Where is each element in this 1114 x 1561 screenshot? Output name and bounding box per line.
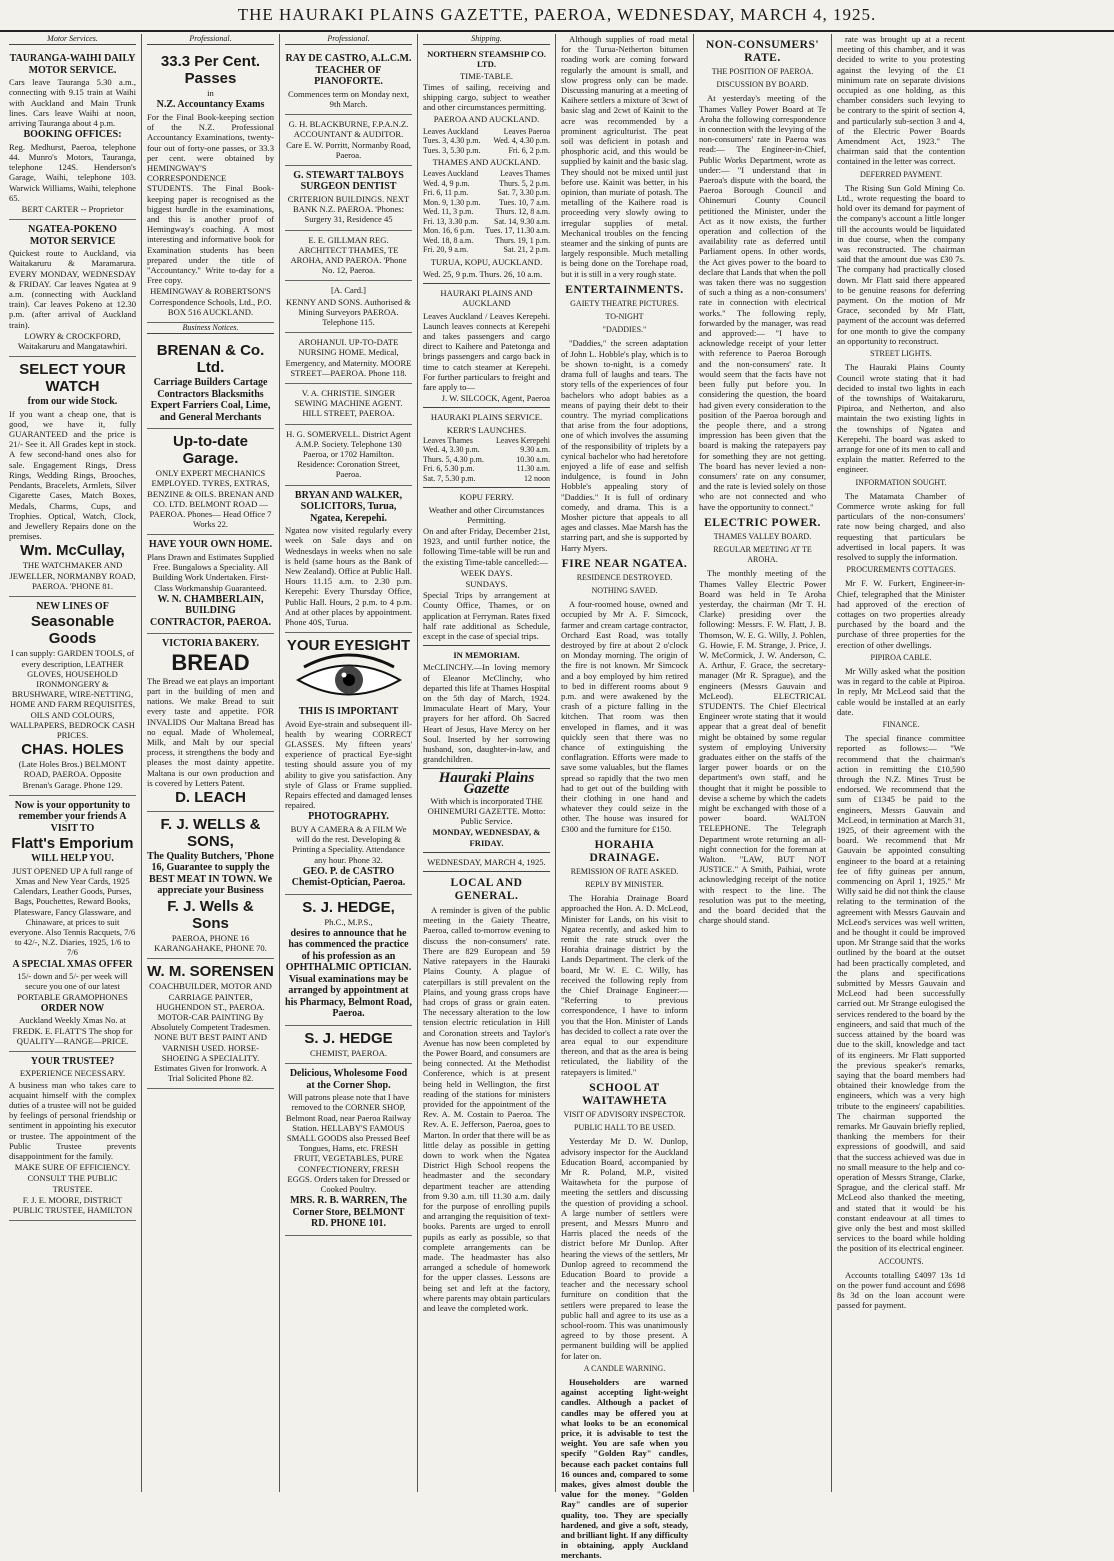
- timetable-cell: Leaves Thames: [500, 169, 550, 179]
- ad-ngatea-motor: NGATEA-POKENO MOTOR SERVICE Quickest route to Auckland, via Waitakaruru & Maramarura. EVERY MONDAY, WEDNESDAY & FRIDAY. Car leaves Ngatea at 9 a.m. (connecting with Auckland train). Car leaves Pokeno at 12.30 p.m. (after arrival of Auckland train). LOWRY & CROCKFORD, Waitakaruru and Mangatawhiri.: [9, 220, 136, 357]
- article-school-waitawheta: SCHOOL AT WAITAWHETA VISIT OF ADVISORY INSPECTOR. PUBLIC HALL TO BE USED. Yesterday Mr D. W. Dunlop, advisory inspector for the Auckland Education Board, accompanied by Mr R. Poland, M.P., visited Waitawheta for the purpose of meeting the settlers and discussing the question of providing a school. A large number of settlers were present, and Messrs Munro and Harris placed the needs of the district before Mr Dunlop. After hearing the views of the settlers, Mr Dunlop agreed to recommend the Education Board to provide a teacher and the necessary school furniture on condition that the settlers were prepared to lease the public hall and agree to its use as a school-room. This was unanimously agreed to by those present. A permanent building will be applied for later on.: [561, 1081, 688, 1361]
- timetable-cell: Fri. 20, 9 a.m.: [423, 245, 469, 255]
- ad-hedge-chemist: S. J. HEDGE CHEMIST, PAEROA.: [285, 1026, 412, 1064]
- ad-garage: Up-to-date Garage. ONLY EXPERT MECHANICS EMPLOYED. TYRES, EXTRAS, BENZINE & OILS. BRENAN AND CO. LTD. BELMONT ROAD — PAEROA. Phones— Head Office 7 Works 22.: [147, 429, 274, 535]
- ad-somervell: H. G. SOMERVELL. District Agent A.M.P. Society. Telephone 130 Paeroa, or 1702 Hamilton. Residence: Coronation Street, Paeroa.: [285, 425, 412, 486]
- timetable-row: [423, 198, 550, 208]
- timetable-cell: Tues. 10, 7 a.m.: [498, 197, 550, 207]
- eye-illustration-icon: [294, 657, 404, 703]
- section-heading: Business Notices.: [147, 323, 274, 334]
- timetable-cell: Wed. 4, 3.30 p.m.: [423, 445, 480, 455]
- timetable-cell: Sat. 7, 5.30 p.m.: [423, 473, 476, 483]
- timetable-cell: Wed. 4, 4.30 p.m.: [493, 136, 550, 146]
- ad-corner-shop: Delicious, Wholesome Food at the Corner Shop. Will patrons please note that I have removed to the CORNER SHOP, Belmont Road, near Paeroa Railway Station. HELLABY'S FAMOUS SMALL GOODS also Pressed Beef Tongues, Hams, etc. FRESH FRUIT, VEGETABLES, PURE CONFECTIONERY, FRESH EGGS. Orders taken for Dressed or Cooked Poultry. MRS. R. B. WARREN, The Corner Store, BELMONT RD. PHONE 101.: [285, 1064, 412, 1236]
- timetable-cell: Tues. 17, 11.30 a.m.: [485, 226, 550, 236]
- timetable-cell: Fri. 6, 11 p.m.: [423, 188, 469, 198]
- column-3: [280, 34, 418, 1492]
- timetable-cell: Leaves Auckland: [423, 126, 479, 136]
- article-fire-ngatea: FIRE NEAR NGATEA. RESIDENCE DESTROYED. NOTHING SAVED. A four-roomed house, owned and occupied by Mr A. F. Simcock, farmer and cream cartage contractor, Orchard East Road, was totally destroyed by fire at about 2 o'clock on Monday morning. The origin of the fire is not known. Mr Simcock and a boy employed by him retired to bed in different rooms about 9 p.m. and were awakened by the crash of a picture falling in the kitchen. That room was then enveloped in flames, and it was quickly seen that there was no chance of extinguishing the conflagration. Efforts were made to save some valuables, but the flames spread so rapidly that the two men had to get out of the building with their clothing in one hand and whatever they could seize in the other. The house was insured for £300 and the furniture for £150.: [561, 557, 688, 834]
- ad-bryan-walker: BRYAN AND WALKER, SOLICITORS, Turua, Ngatea, Kerepehi. Ngatea now visited regularly every week on Sale days and on Wednesdays in weeks when no sale is held (same hours as the Bank of New Zealand). Office at Public Hall. Hours 11.15 a.m. to 2.30 p.m. Kerepehi: Every Thursday Office, Public Hall. Hours, 2 p.m. to 4 p.m. And at other places by appointment. Phone 40S, Turua.: [285, 486, 412, 634]
- timetable-row: [423, 245, 550, 255]
- timetable-row: [423, 136, 550, 146]
- timetable-row: [423, 445, 550, 455]
- timetable-cell: Mon. 9, 1.30 p.m.: [423, 197, 481, 207]
- ad-gillman: E. E. GILLMAN REG. ARCHITECT THAMES, TE AROHA, AND PAEROA. 'Phone No. 12, Paeroa.: [285, 231, 412, 282]
- timetable-cell: Wed. 4, 9 p.m.: [423, 178, 470, 188]
- masthead: THE HAURAKI PLAINS GAZETTE, PAEROA, WEDNESDAY, MARCH 4, 1925.: [0, 0, 1114, 32]
- timetable-row: [423, 169, 550, 179]
- ad-sorensen: W. M. SORENSEN COACHBUILDER, MOTOR AND CARRIAGE PAINTER, HUGHENDON ST., PAEROA. MOTOR-CAR PAINTING By Absolutely Competent Tradesmen. NONE BUT BEST PAINT AND VARNISH USED. HORSE-SHOEING A SPECIALITY. Estimates Given for Ironwork. A Trial Solicited Phone 82.: [147, 959, 274, 1089]
- timetable-cell: 9.30 a.m.: [520, 445, 550, 455]
- ad-accountancy: 33.3 Per Cent. Passes in N.Z. Accountancy Exams For the Final Book-keeping section of the N.Z. Professional Accountancy Examinations, twenty-four out of forty-one passes, or 33.3 per cent. were obtained by HEMINGWAY'S CORRESPONDENCE STUDENTS. The Final Book-keeping paper is recognised as the biggest hurdle in the examinations, and this is another proof of Hemingway's coaching. A most interesting and informative book for Examination students has been prepared under the title of "Accountancy." Write to-day for a Free copy. HEMINGWAY & ROBERTSON'S Correspondence Schools, Ltd., P.O. BOX 516 AUCKLAND.: [147, 49, 274, 323]
- timetable-cell: Thurs. 19, 1 p.m.: [495, 235, 550, 245]
- ad-eyesight: YOUR EYESIGHT THIS IS IMPORTANT Avoid Eye-strain and subsequent ill-health by wearing CORRECT GLASSES. My fifteen years' experience of practical Eye-sight testing should assure you of my ability to give you satisfaction. Any style of Glass or Frame supplied. Repairs effected and damaged lenses repaired. PHOTOGRAPHY. BUY A CAMERA & A FILM We will do the rest. Developing & Printing a Speciality. Attendance any hour. Phone 32. GEO. P. de CASTRO Chemist-Optician, Paeroa.: [285, 633, 412, 895]
- ad-arohanui: AROHANUI. UP-TO-DATE NURSING HOME. Medical, Emergency, and Maternity. MOORE STREET—PAEROA. Phone 118.: [285, 333, 412, 384]
- timetable-cell: Wed. 18, 8 a.m.: [423, 235, 474, 245]
- ad-watch: SELECT YOUR WATCH from our wide Stock. If you want a cheap one, that is good, we have it, fully GUARANTEED and the price is 21/- See it. All Grades kept in stock. A few second-hand ones also for sale. Engagement Rings, Dress Rings, Wedding Rings, Brooches, Pendants, Bracelets, Armlets, Silver Cigarette Cases, Match Boxes, Medals, Charms, Cups, and Trophies. Optical, Watch, Clock, and Jewellery Repairs done on the premises. Wm. McCullay, THE WATCHMAKER AND JEWELLER, NORMANBY ROAD, PAEROA. 'PHONE 81.: [9, 357, 136, 597]
- ad-de-castro: RAY DE CASTRO, A.L.C.M. TEACHER OF PIANOFORTE. Commences term on Monday next, 9th March.: [285, 49, 412, 115]
- timetable-cell: Thurs. 12, 8 a.m.: [495, 207, 550, 217]
- ad-talboys: G. STEWART TALBOYS SURGEON DENTIST CRITERION BUILDINGS. NEXT BANK N.Z. PAEROA. 'Phones: Surgery 31, Residence 45: [285, 166, 412, 231]
- timetable-row: [423, 455, 550, 465]
- ad-brenan: BRENAN & Co. Ltd. Carriage Builders Cartage Contractors Blacksmiths Expert Farriers Coal, Lime, and General Merchants: [147, 338, 274, 429]
- timetable-cell: Leaves Auckland: [423, 169, 479, 179]
- ad-flatts-emporium: Now is your opportunity to remember your friends A VISIT TO Flatt's Emporium WILL HELP YOU. JUST OPENED UP A full range of Xmas and New Year Cards, 1925 Calendars, Leather Goods, Purses, Bags, Pouchettes, Reward Books, Platesware, Fancy Glassware, and Chinaware, at prices to suit everyone. Also Tennis Racquets, 7/6 to 42/-, N.Z. Diaries, 1925, 1/6 to 7/6 A SPECIAL XMAS OFFER 15/- down and 5/- per week will secure you one of our latest PORTABLE GRAMOPHONES ORDER NOW Auckland Weekly Xmas No. at FREDK. E. FLATT'S The shop for QUALITY—RANGE—PRICE.: [9, 796, 136, 1052]
- timetable-row: [423, 207, 550, 217]
- timetable-cell: Tues. 3, 4.30 p.m.: [423, 136, 481, 146]
- ad-kenny: [A. Card.] KENNY AND SONS. Authorised & Mining Surveyors PAEROA. Telephone 115.: [285, 281, 412, 333]
- timetable-row: [423, 179, 550, 189]
- timetable-row: [423, 436, 550, 446]
- timetable-cell: Thurs. 5, 4.30 p.m.: [423, 454, 484, 464]
- column-2: [142, 34, 280, 1492]
- timetable-cell: Sat. 14, 9.30 a.m.: [494, 216, 550, 226]
- timetable-cell: 12 noon: [524, 473, 550, 483]
- gazette-logo: Hauraki Plains Gazette: [438, 770, 535, 797]
- article-horahia-drainage: HORAHIA DRAINAGE. REMISSION OF RATE ASKED. REPLY BY MINISTER. The Horahia Drainage Board approached the Hon. A. D. McLeod, Minister for Lands, on his visit to Ngatea recently, and asked him to remit the rate struck over the Horahia drainage district by the Lands Department. The clerk of the board, Mr W. E. C. Willy, has received the following reply from the Chief Drainage Engineer:— "Referring to previous correspondence, I have to inform you that the Hon. Minister of Lands has decided to collect a rate over the area equal to our expenditure thereon, and that as the area is being reticulated, the liability of the ratepayers is limited.": [561, 838, 688, 1077]
- column-6: [694, 34, 832, 1492]
- timetable-kerr-launches: [423, 436, 550, 484]
- ad-public-trustee: YOUR TRUSTEE? EXPERIENCE NECESSARY. A business man who takes care to acquaint himself with the complex duties of a trustee will not be guided by feelings of personal friendship or sentiment in appointing his executor or trustee. The appointment of the Public Trustee prevents disappointment for the family. MAKE SURE OF EFFICIENCY. CONSULT THE PUBLIC TRUSTEE. F. J. E. MOORE, DISTRICT PUBLIC TRUSTEE, HAMILTON: [9, 1052, 136, 1221]
- timetable-cell: Tues. 3, 5.30 p.m.: [423, 145, 481, 155]
- timetable-paeroa-auckland: [423, 127, 550, 156]
- article-electric-power: ELECTRIC POWER. THAMES VALLEY BOARD. REGULAR MEETING AT TE AROHA. The monthly meeting of the Thames Valley Electric Power Board was held in Te Aroha yesterday, the chairman (Mr T. H. Clarke) presiding over the following: Messrs. F. W. Flatt, J. B. Thomson, W. E. G. Willy, J. Pohlen, G. Howie, F. M. Strange, J. Price, J. W. McCormick, J. W. Anderson, C. A. Arthur, F. Grace, the secretary-manager (Mr R. Sprague), and the engineers (Messrs Gauvain and McLeod). ELECTRICAL STUDENTS. The Chief Electrical Engineer wrote stating that it would appear that a great deal of benefit might be obtained by some regular system of employing University graduates either on the staffs of the larger power boards or on the department's own staff, and he thought that it might be possible to devise a scheme by which the cadets might be exchanged with those of a power board. WALTON TELEPHONE. The Telegraph Department wrote returning an all-night connection for the foreman at Walton. "LAW, BUT NOT JUSTICE." A Smith, Paihiai, wrote acknowledging receipt of the notice with respect to the line. The resolution was put to the meeting, and the board decided that the charge should stand.: [699, 516, 826, 926]
- article-local-general: LOCAL AND GENERAL. A reminder is given of the public meeting in the Gaiety Theatre, Paeroa, called to-morrow evening to discuss the non-consumers' rate. There are 829 European and 59 Native ratepayers in the Hauraki Plains County. A plague of caterpillars is still prevalent on the Plains, and young grass crops have had crops of grass or grain eaten. The necessary alteration to the low tension electric reticulation in Hill and Coronation streets and Taylor's Avenue has now been completed by the Power Board, and consumers are being connected. At the Methodist Conference, which is at present being held in Wellington, the first reading of the stations for ministers provided for the appointment of the Rev. A. M. Costain to Paeroa. The Rev. A. E. Jefferson, Paeroa, goes to Marton. In order that there will be as little delay as possible in getting down to work when the Ngatea District High School reopens the headmaster and the secondary department teacher are attending from 9.30 a.m. till 11.30 a.m. daily for the purpose of enrolling pupils and arranging the requisition of text-books. Parents are urged to enroll pupils as early as possible, so that complete arrangements can be made. The headmaster has also arranged a schedule of homework for the upper classes. Lessons are being set and left at the factory, where parents may obtain particulars and leave the completed work.: [423, 877, 550, 1313]
- ad-own-home: HAVE YOUR OWN HOME. Plans Drawn and Estimates Supplied Free. Bungalows a Speciality. All Building Work Undertaken. First-Class Workmanship Guaranteed. W. N. CHAMBERLAIN, BUILDING CONTRACTOR, PAEROA.: [147, 535, 274, 634]
- section-heading: Shipping.: [423, 34, 550, 45]
- article-entertainments: ENTERTAINMENTS. GAIETY THEATRE PICTURES. TO-NIGHT "DADDIES." "Daddies," the screen adaptation of John L. Hobble's play, which is to be shown to-night, is a comedy drama full of laughs and tears. The story tells of the experiences of four bachelors who adopt babies as a means of paying their debt to their country. The myriad complications that arise from the four adoptions, one of which involves the assuming of the responsibility of triplets by a cynical bachelor who had heretofore enjoyed a life of ease and selfish indulgence, is found in John Hobble's appealing story of "Daddies." It is full of ordinary comedy, and drama. This is a Mosher picture that appeals to all ages and classes. Mae Marsh has the starring part, and she is supported by Harry Myers.: [561, 283, 688, 553]
- timetable-cell: Sat. 21, 2 p.m.: [503, 245, 550, 255]
- timetable-cell: Leaves Kerepehi: [496, 435, 550, 445]
- article-candle-warning: A CANDLE WARNING. Householders are warned against accepting light-weight candles. Although a packet of candles may be offered you at what looks to be an economical price, it is advisable to test the weight. You are safe when you specify "Golden Ray" candles, because each packet contains full 16 ounces and, compared to some makes, gives almost double the value for the money. "Golden Ray" candles are of superior quality, too. They are specially hardened, and give a soft, steady, and brilliant light. If any difficulty in obtaining, apply Auckland merchants.: [561, 1363, 688, 1561]
- timetable-thames-auckland: [423, 169, 550, 255]
- timetable-row: [423, 127, 550, 137]
- ad-hedge-optician: S. J. HEDGE, Ph.C., M.P.S., desires to announce that he has commenced the practice of his profession as an OPHTHALMIC OPTICIAN. Visual examinations may be arranged by appointment at his Pharmacy, Belmont Road, Paeroa.: [285, 895, 412, 1026]
- timetable-cell: 10.30 a.m.: [516, 454, 550, 464]
- article-power-board-continued: rate was brought up at a recent meeting of this chamber, and it was decided to write to you protesting against the levying of the £1 minimum rate on separate divisions occupied as one holding, as this chamber considers such levying to be contrary to the spirit of section 4, and particularly sub-section 3 and 4, of the Electric Power Boards Amendment Act, 1923." The chairman said that the contention contained in the letter was correct. DEFERRED PAYMENT. The Rising Sun Gold Mining Co. Ltd., wrote requesting the board to hold over its demand for payment of the company's account a little longer till the accounts would be liquidated in due course, when the company was reconstructed. The chairman said that the amount due was £30 7s. The company had practically closed down. Mr Flatt said there appeared to be genuine reasons for deferring payment. On the motion of Mr Grace, seconded by Mr Flatt, payment of the account was deferred for one month to give the company an opportunity to reconstruct. STREET LIGHTS. The Hauraki Plains County Council wrote stating that it had decided to instal two lights in each of the townships of Waitakaruru, Pipiroa, and Netherton, and also maintain the two existing lights in the townships of Ngatea and Kerepehi. The board was asked to arrange for one of its men to call and explain the matter. Referred to the engineer. INFORMATION SOUGHT. The Matamata Chamber of Commerce wrote asking for full particulars of the non-consumers' rate now being charged, and also requesting that particulars be advertised in local papers. It was resolved to supply the information. PROCUREMENTS COTTAGES. Mr F. W. Furkert, Engineer-in-Chief, telegraphed that the Minister had approved of the erection of cottages on two properties already purchased by the board and the purchase of three properties for the erection of other dwellings. PIPIROA CABLE. Mr Willy asked what the position was in regard to the cable at Pipiroa. In reply, Mr McLeod said that the cable would be installed at an early date. FINANCE. The special finance committee reported as follows:— "We recommend that the chairman's action in remitting the £10,590 through the N.Z. Mines Trust be endorsed. We recommend that the sum of £1345 be paid to the engineers, Messrs Gauvain and McLeod, in termination at March 31, 1925, of their agreement with the board. We recommend that Mr Gauvain be appointed consulting engineer to the board at a retaining fee of fifty guineas per annum, commencing on April 1, 1925." Mr Willy said he did not think the clause relating to the termination of the agreement with Messrs Gauvain and McLeod's services was well written, and he thought it could be improved upon. Mr Strange said that the works outlined by the board at the outset had been practically completed, and the plans and specifications submitted by Messrs Gauvain and McLeod had been successfully carried out. Mr Strange eulogised the services rendered to the board by the engineers, and said that much of the success attained by the board was due to the skill, knowledge and tact of its engineers. Mr Flatt supported the previous speaker's remarks, saying that the board members had obtained their knowledge from the engineers, which was a very high tribute to the engineers' capabilities. The chairman supported the remarks. Mr Gauvain briefly replied, thanking the members for their expressions of goodwill, and said that the success achieved was due in no small measure to the help and co-operation of Messrs Strange, Clarke, Sprague, and the clerical staff. Mr McLeod also thanked the meeting, and stated that it would be his constant endeavour at all times to give only the best and most skilled services to the board while holding the position of its electrical engineer. ACCOUNTS. Accounts totalling £4097 13s 1d on the power fund account and £698 8s 3d on the loan account were passed for payment.: [837, 34, 965, 1311]
- section-heading: Professional.: [147, 34, 274, 45]
- ad-christie: V. A. CHRISTIE. SINGER SEWING MACHINE AGENT. HILL STREET, PAEROA.: [285, 384, 412, 425]
- ad-blackburne: G. H. BLACKBURNE, F.P.A.N.Z. ACCOUNTANT & AUDITOR. Care E. W. Porritt, Normanby Road, Paeroa.: [285, 115, 412, 166]
- ad-wells: F. J. WELLS & SONS, The Quality Butchers, 'Phone 16, Guarantee to supply the BEST MEAT IN TOWN. We appreciate your Business F. J. Wells & Sons PAEROA, PHONE 16 KARANGAHAKE, PHONE 70.: [147, 812, 274, 959]
- timetable-cell: Sat. 7, 3.30 p.m.: [497, 188, 550, 198]
- article-shipping-notes: Although supplies of road metal for the Turua-Netherton bitumen roading work are coming forward regularly the amount is small, and slow progress only can be made. Discussing manuring at a meeting of Kaihere settlers a mixture of 3cwt of basic slag and 2cwt of Kainit to the acre was recommended by a prominent agriculturist. The peat soil was deficient in potash and phosphoric acid, and this would be supplied by kainit and the basic slag. They should not be mixed until just before use. Kainit was better, in his opinion, than muriate of potash. The metalling of the Kaihere road is proceeding very slowly owing to irregular supplies of metal. Mechanical troubles on the fencing steamer and the sinking of punts are largely responsible. Much metalling is being done on the Torehape road, but it is still in a very rough state.: [561, 34, 688, 279]
- column-4: Shipping. NORTHERN STEAMSHIP CO. LTD. TIME-TABLE. Times of sailing, receiving and shipping cargo, subject to weather and other circumstances permitting. PAEROA AND AUCKLAND. Leaves Auckland Leaves Paeroa Tues. 3, 4.30 p.m. Wed. 4, 4.30 p.m. Tues. 3, 5.30 p.m. Fri. 6, 2 p.m. THAMES AND AUCKLAND. Leaves Auckland Leaves Thames Wed. 4, 9 p.m. Thurs. 5, 2 p.m. Fri. 6, 11 p.m. Sat. 7, 3.30 p.m. Mon. 9, 1.30 p.m. Tues. 10, 7 a.m. Wed. 11, 3 p.m. Thurs. 12, 8 a.m. Fri. 13, 3.30 p.m. Sat. 14, 9.30 a.m. Mon. 16, 6 p.m. Tues. 17, 11.30 a.m. Wed. 18, 8 a.m. Thurs. 19, 1 p.m. Fri. 20, 9 a.m. Sat. 21, 2 p.m. TURUA, KOPU, AUCKLAND. Wed. 25, 9 p.m. Thurs. 26, 10 a.m. HAURAKI PLAINS AND AUCKLAND Leaves Auckland / Leaves Kerepehi. Launch leaves connects at Kerepehi and takes passengers and cargo direct to Kaihere and Patetonga and brings passengers and cargo back in time to catch steamer at Kerepehi. For further particulars to freight and fare apply to— J. W. SILCOCK, Agent, Paeroa HAURAKI PLAINS SERVICE. KERR'S LAUNCHES. Leaves Thames Leaves Kerepehi Wed. 4, 3.30 p.m. 9.30 a.m. Thurs. 5, 4.30 p.m. 10.30 a.m. Fri. 6, 5.30 p.m. 11.30 a.m. Sat. 7, 5.30 p.m. 12 noon KOPU FERRY. Weather and other Circumstances Permitting. On and after Friday, December 21st, 1923, and until further notice, the following Time-table will be run and the existing Time-table cancelled:— WEEK DAYS. SUNDAYS. Special Trips by arrangement at County Office, Thames, or on application at Ferryman. Rates fixed half rate additional as Schedule, except in the case of special trips. IN MEMORIAM. McCLINCHY.—In loving memory of Eleanor McClinchy, who departed this life at Thames Hospital on the 5th day of March, 1924. Immaculate Heart of Mary, Your prayers for her afford. Oh Sacred Heart of Jesus, Have Mercy on her Soul. Inserted by her sorrowing husband, son, daughter-in-law, and grandchildren. Hauraki Plains Gazette With which is incorporated THE OHINEMURI GAZETTE. Motto: Public Service. MONDAY, WEDNESDAY, & FRIDAY. WEDNESDAY, MARCH 4, 1925. LOCAL AND GENERAL. A reminder is given of the public meeting in the Gaiety Theatre, Paeroa, called to-morrow evening to discuss the non-consumers' rate. There are 829 European and 59 Native ratepayers in the Hauraki Plains County. A plague of caterpillars is still prevalent on the Plains, and young grass crops have had crops of grass or grain eaten. The necessary alteration to the low tension electric reticulation in Hill and Coronation streets and Taylor's Avenue has now been completed by the Power Board, and consumers are being connected. At the Methodist Conference, which is at present being held in Wellington, the first reading of the stations for ministers provided for the appointment of the Rev. A. M. Costain to Paeroa. The Rev. A. E. Jefferson, Paeroa, goes to Marton. In order that there will be as little delay as possible in getting down to work when the Ngatea District High School reopens the headmaster and the secondary department teacher are attending from 9.30 a.m. till 11.30 a.m. daily for the purpose of enrolling pupils and arranging the requisition of text-books. Parents are urged to enroll pupils as early as possible, so that complete arrangements can be made. The headmaster has also arranged a schedule of homework for the upper classes. Lessons are being set and left at the factory, where parents may obtain particulars and leave the completed work.: [418, 34, 556, 1492]
- timetable-row: [423, 188, 550, 198]
- timetable-row: [423, 474, 550, 484]
- timetable-cell: Mon. 16, 6 p.m.: [423, 226, 475, 236]
- section-heading: Motor Services.: [9, 34, 136, 45]
- ad-seasonable-goods: NEW LINES OF Seasonable Goods I can supply: GARDEN TOOLS, of every description, LEATHER GLOVES, HOUSEHOLD IRONMONGERY & BRUSHWARE, WIRE-NETTING, HOME AND FARM REQUISITES, OILS AND COLOURS, WALLPAPERS, BEDROCK CASH PRICES. CHAS. HOLES (Late Holes Bros.) BELMONT ROAD, PAEROA. Opposite Brenan's Garage. Phone 129.: [9, 597, 136, 796]
- timetable-cell: Fri. 6, 5.30 p.m.: [423, 464, 475, 474]
- timetable-row: [423, 217, 550, 227]
- timetable-cell: 11.30 a.m.: [516, 464, 550, 474]
- timetable-row: [423, 236, 550, 246]
- column-7: [832, 34, 970, 1492]
- ad-tauranga-motor: TAURANGA-WAIHI DAILY MOTOR SERVICE. Cars leave Tauranga 5.30 a.m., connecting with 9.15 train at Waihi with Auckland and Main Trunk lines. Cars leave Waihi at noon, arriving Tauranga about 4 p.m. BOOKING OFFICES: Reg. Medhurst, Paeroa, telephone 44. Munro's Motors, Tauranga, telephone 124S. Henderson's Garage, Waihi, telephone 103. Warwick Williams, Waihi, telephone 65. BERT CARTER -- Proprietor: [9, 49, 136, 220]
- article-non-consumers-rate: NON-CONSUMERS' RATE. THE POSITION OF PAEROA. DISCUSSION BY BOARD. At yesterday's meeting of the Thames Valley Power Board at Te Aroha the following correspondence in connection with the levying of the non-consumers' rate in Paeroa was read:— The Engineer-in-Chief, Public Works Department, wrote as under:— "I understand that in Paeroa's dispute with the board, the Paeroa Borough Council and Ohinemuri County Council petitioned the Minister, under the Act as it now exists, the further operation and collection of the availability rate as deferred until Parliament opens. In other words, the Act gives power to the board to declare that Lands that when the poll was taken there was no suggestion of such a thing as a non-consumers' rate in connection with electrical works." The following reply, forwarded by the manager, was read and approved:— "I have to acknowledge receipt of your letter with reference to Paeroa Borough and the non-consumers' rate. It would seem that the facts have not been fully put before you. In considering the question, the board had given every consideration to the position of the Paeroa borough and the people there, and a strong impression has been given that the board is making the ratepayers pay for something they are not getting. The board has never levied a non-consumers' rate on any consumer, and the rate is levied solely on those who are not connected and who have the opportunity to connect.": [699, 39, 826, 512]
- column-5: [556, 34, 694, 1561]
- timetable-cell: Fri. 6, 2 p.m.: [508, 145, 550, 155]
- timetable-cell: Leaves Thames: [423, 435, 473, 445]
- column-1: [4, 34, 142, 1492]
- timetable-row: [423, 464, 550, 474]
- ad-victoria-bakery: VICTORIA BAKERY. BREAD The Bread we eat plays an important part in the building of men and nations. We make Bread to suit every taste and appetite. FOR INVALIDS Our Maltana Bread has no equal. Made of Wholemeal, Milk, and Malt by our special process, it strengthens the body and pleases the most dainty appetite. Maltana is our own production and is covered by Letters Patent. D. LEACH: [147, 634, 274, 812]
- timetable-cell: Fri. 13, 3.30 p.m.: [423, 216, 479, 226]
- shipping-company: NORTHERN STEAMSHIP CO. LTD.: [427, 49, 546, 70]
- section-heading: Professional.: [285, 34, 412, 45]
- timetable-cell: Wed. 11, 3 p.m.: [423, 207, 474, 217]
- timetable-row: [423, 146, 550, 156]
- timetable-cell: Thurs. 5, 2 p.m.: [499, 178, 550, 188]
- timetable-row: [423, 226, 550, 236]
- timetable-cell: Leaves Paeroa: [503, 126, 550, 136]
